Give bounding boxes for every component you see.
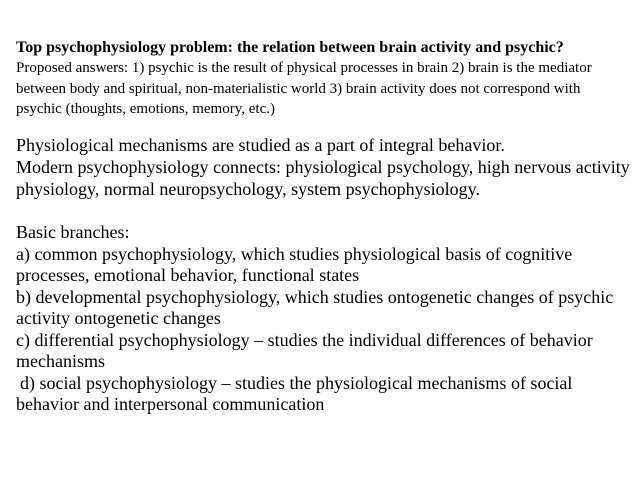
headline: Top psychophysiology problem: the relation between brain activity and psychic?: [16, 39, 564, 56]
branch-line: d) social psychophysiology – studies the physiological mechanisms of social: [20, 372, 573, 393]
branch-line: activity ontogenetic changes: [16, 308, 221, 328]
branch-line: processes, emotional behavior, functional states: [16, 265, 360, 285]
proposed-answers: [16, 58, 632, 120]
answers-line: Proposed answers: 1) psychic is the result of physical processes in brain 2) brain is the mediator: [16, 60, 592, 76]
mechanisms-line: Modern psychophysiology connects: physiological psychology, high nervous activity: [16, 157, 630, 177]
branch-line: behavior and interpersonal communication: [16, 394, 325, 414]
branches-heading: Basic branches:: [16, 222, 130, 242]
mechanisms-line: physiology, normal neuropsychology, system psychophysiology.: [16, 179, 480, 199]
branch-line: c) differential psychophysiology – studies the individual differences of behavior: [16, 329, 593, 350]
branches-section: [16, 222, 632, 416]
branch-line: mechanisms: [16, 351, 105, 371]
mechanisms-section: [16, 134, 632, 200]
answers-line: psychic (thoughts, emotions, memory, etc.): [16, 101, 275, 117]
mechanisms-line: Physiological mechanisms are studied as a part of integral behavior.: [16, 135, 505, 155]
answers-line: between body and spiritual, non-materialistic world 3) brain activity does not correspond with: [16, 80, 581, 97]
branch-line: b) developmental psychophysiology, which studies ontogenetic changes of psychic: [16, 286, 614, 307]
branch-line: a) common psychophysiology, which studies physiological basis of cognitive: [16, 243, 573, 264]
problem-section: [16, 38, 632, 120]
